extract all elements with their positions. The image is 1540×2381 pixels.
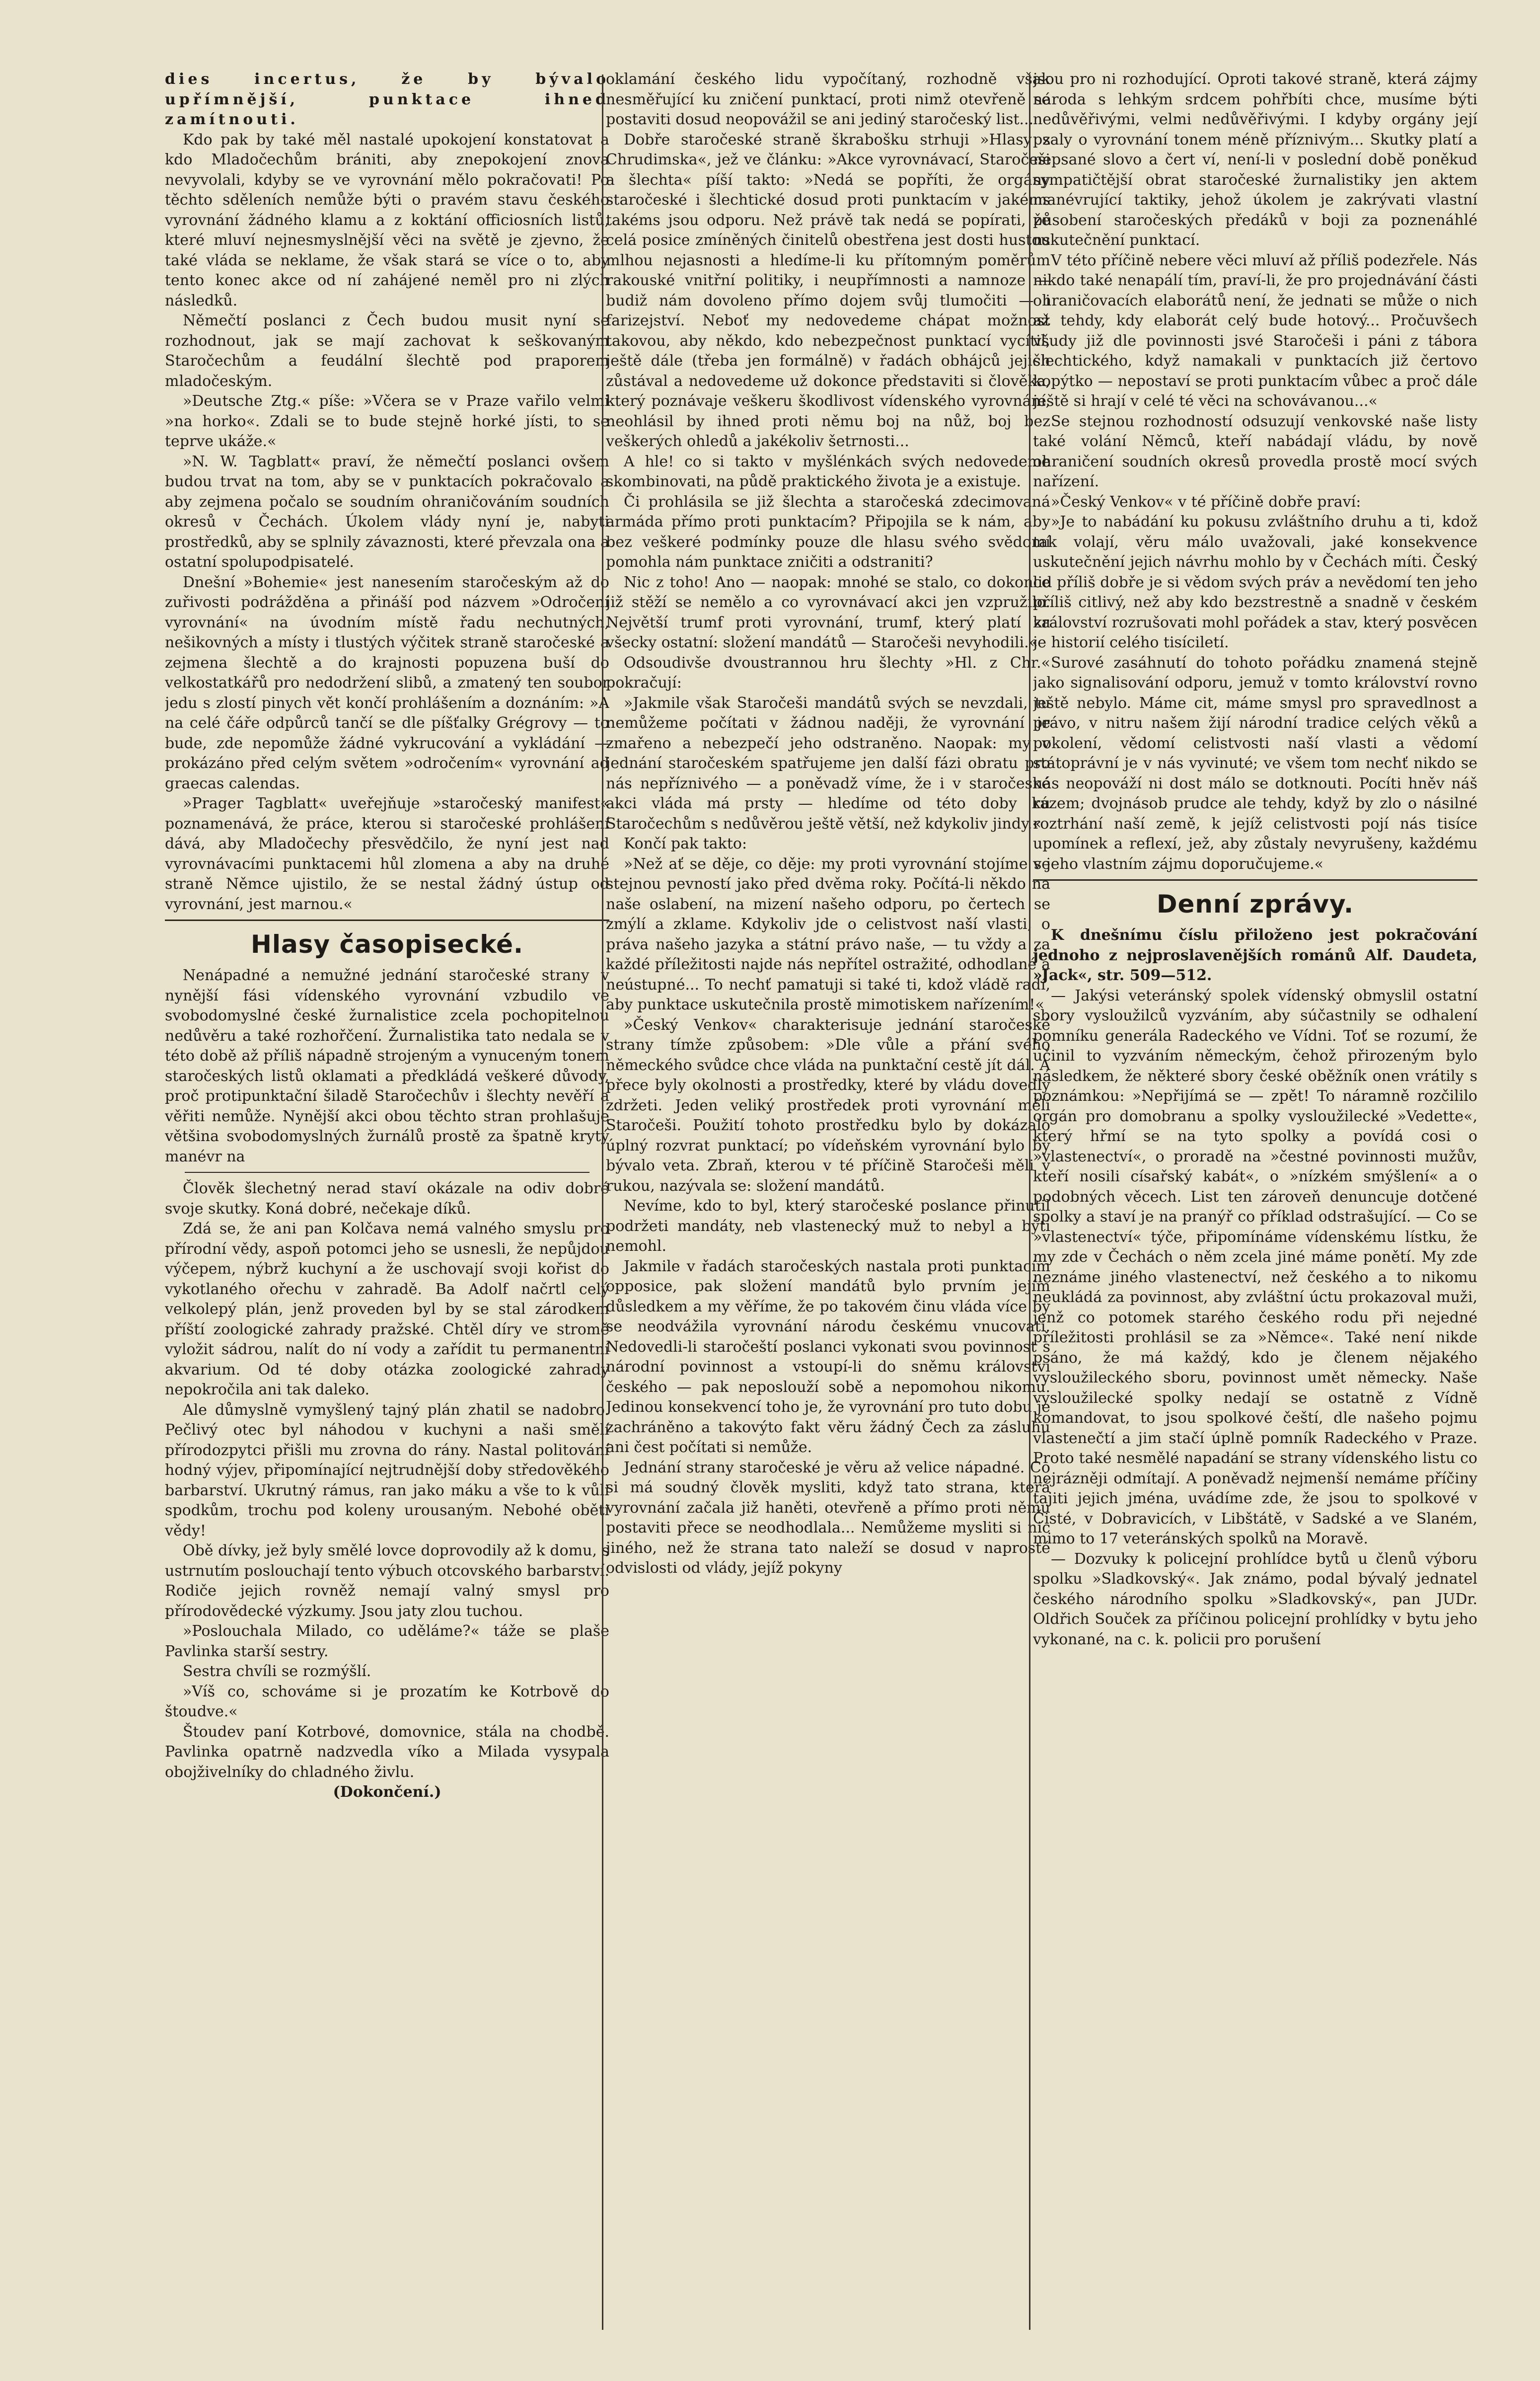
paragraph: V této příčině nebere věci mluví až příliš podezřele. Nás nikdo také nenapálí tím, praví-li, že pro projednávání části ohraničovacích elaborátů není, že jednati se může o nich až tehdy, kdy elaborát celý bude hotový... Pročuvšech všudy již dle povinnosti jsvé Staročeši i páni z tábora šlechtického, když namakali v punktacích již čertovo kopýtko — nepostaví se proti punktacím vůbec a proč dále ještě si hrají v celé té věci na schovávanou...« <box>1033 251 1477 410</box>
paragraph: Ale důmyslně vymyšlený tajný plán zhatil se nadobro. Pečlivý otec byl náhodou v kuchyni a naši smělí přírodozpytci přišli mu zrovna do rány. Nastal politování hodný výjev, připomínající nejtrudnější doby středověkého barbarství. Ukrutný rámus, ran jako máku a vše to k vůli spodkům, trochu pod koleny urousaným. Nebohé oběti vědy! <box>165 1401 609 1539</box>
paragraph: Dobře staročeské straně škrabošku strhuji »Hlasy z Chrudimska«, jež ve článku: »Akce vyrovnávací, Staročeši a šlechta« píší takto: »Nedá se popříti, že orgány staročeské i šlechtické dosud proti punktacím v jakéms takéms jsou odporu. Než právě tak nedá se popírati, že celá posice zmíněných činitelů obestřena jest dosti hustou mlhou nejasnosti a hledíme-li ku přítomným poměrům rakouské vnitřní politiky, i neupřímnosti a namnoze — budiž nám dovoleno přímo dojem svůj tlumočiti — i farizejství. Neboť my nedovedeme chápat možnost takovou, aby někdo, kdo nebezpečnost punktací vycítil, ještě dále (třeba jen formálně) v řadách obhájců jejich zůstával a nedovedeme už dokonce představiti si člověka, který poznávaje veškeru škodlivost vídenského vyrovnání, neohlásil by ihned proti němu boj na nůž, boj bez veškerých ohledů a jakékoliv šetrnosti... <box>606 131 1050 450</box>
paragraph: Či prohlásila se již šlechta a staročeská zdecimovaná armáda přímo proti punktacím? Připojila se k nám, aby bez veškeré podmínky pouze dle hlasu svého svědomí pomohla nám punktace zničiti a odstraniti? <box>606 493 1050 571</box>
paragraph: A hle! co si takto v myšlénkách svých nedovedeme skombinovati, na půdě praktického života je a existuje. <box>606 453 1050 490</box>
column-rule <box>602 75 603 2330</box>
paragraph: Končí pak takto: <box>624 835 747 852</box>
paragraph: »Než ať se děje, co děje: my proti vyrovnání stojíme se stejnou pevností jako před dvěma roky. Počítá-li někdo na naše oslabení, na mizení našeho odporu, po čertech se zmýlí a zklame. Kdykoliv jde o celistvost naší vlasti, o práva našeho jazyka a státní právo naše, — tu vždy a za každé příležitosti najde nás nepřítel ostražité, odhodlané a neústupné... To nechť pamatuji si také ti, kdož vládě radí, aby punktace uskutečnila prostě mimotiskem nařízením!« <box>606 855 1050 1013</box>
paragraph: Jednání strany staročeské je věru až velice nápadné. Co si má soudný člověk mysliti, když tato strana, která vyrovnání začala již haněti, otevřeně a přímo proti němu postaviti přece se neodhodlala... Nemůžeme mysliti si nic jiného, než že strana tato naleží se dosud v naprosté odvislosti od vlády, jejíž pokyny <box>606 1459 1050 1577</box>
paragraph: »Český Venkov« v té příčině dobře praví: <box>1051 493 1361 511</box>
paragraph: Nic z toho! Ano — naopak: mnohé se stalo, co dokonce již stěží se nemělo a co vyrovnávací akci jen vzpružilo. Největší trumf proti vyrovnání, trumf, který platí za všecky ostatní: složení mandátů — Staročeši nevyhodili.« <box>606 573 1050 651</box>
paragraph: »Poslouchala Milado, co uděláme?« táže se plaše Pavlinka starší sestry. <box>165 1622 609 1660</box>
column-middle <box>606 70 1050 2335</box>
continuation-note: (Dokončení.) <box>333 1783 441 1801</box>
paragraph: Nevíme, kdo to byl, který staročeské poslance přinutil podržeti mandáty, neb vlastenecký muž to nebyl a býti nemohl. <box>606 1197 1050 1255</box>
paragraph: Kdo pak by také měl nastalé upokojení konstatovat a kdo Mladočechům brániti, aby znepokojení znova nevyvolali, kdyby se ve vyrovnání mělo pokračovati! Po těchto sděleních nemůže býti o pravém stavu českého vyrovnání žádného klamu a z koktání officiosních listů, které mluví nejnesmyslnější věci na světě je zjevno, že také vláda se neklame, že však stará se více o to, aby tento konec akce od ní zahájené neměl pro ni zlých následků. <box>165 131 609 309</box>
paragraph: »Prager Tagblatt« uveřejňuje »staročeský manifest« poznamenává, že práce, kterou si staročeské prohlášení dává, aby Mladočechy přesvědčilo, že nyní jest nad vyrovnávacími punktacemi hůl zlomena a aby na druhé straně Němce ujistilo, že se nestal žádný ústup od vyrovnání, jest marnou.« <box>165 795 609 913</box>
paragraph: K dnešnímu číslu přiloženo jest pokračování jednoho z nejproslavenějších románů Alf. Daudeta, »Jack«, str. 509—512. <box>1033 926 1477 984</box>
paragraph: »Je to nabádání ku pokusu zvláštního druhu a ti, kdož tak volají, věru málo uvažovali, jaké konsekvence uskutečnění jejich návrhu mohlo by v Čechách míti. Český lid příliš dobře je si vědom svých práv a nevědomí ten jeho příliš citlivý, než aby kdo bezstrestně a snadně v českém království rozrušovati mohl pořádek a stav, který posvěcen je historií celého tisíciletí. <box>1033 513 1477 651</box>
paragraph: Zdá se, že ani pan Kolčava nemá valného smyslu pro přírodní vědy, aspoň potomci jeho se usnesli, že nepůjdou výčepem, nýbrž kuchyní a že uschovají svoji kořist do vykotlaného ořechu v zahradě. Ba Adolf načrtl celý velkolepý plán, jenž proveden byl by se stal zárodkem příští zoologické zahrady pražské. Chtěl dírу ve stromě vyložit sádrou, nalít do ní vody a zařídit tu permanentní akvarium. Od té doby otázka zoologické zahrady nepokročila ani tak daleko. <box>165 1220 609 1398</box>
section-divider <box>1033 879 1477 881</box>
paragraph: »Deutsche Ztg.« píše: »Včera se v Praze vařilo velmi »na horko«. Zdali se to bude stejně horké jísti, to se teprve ukáže.« <box>165 392 609 450</box>
paragraph: jsou pro ni rozhodující. Oproti takové straně, která zájmy národa s lehkým srdcem pohřbíti chce, musíme býti nedůvěřivými, velmi nedůvěřivými. I kdyby orgány její psaly o vyrovnání tonem méně příznivým... Skutky platí a nepsané slovo a čert ví, není-li v poslední době poněkud sympatičtější obrat staročeské žurnalistiky jen aktem manévrující taktiky, jehož úkolem je zakrývati vlastní působení staročeských předáků v boji za poznenáhlé nskutečnění punktací. <box>1033 71 1477 249</box>
paragraph: Nenápadné a nemužné jednání staročeské strany v nynější fási vídenského vyrovnání vzbudilo ve svobodomyslné české žurnalistice zcela pochopitelnou nedůvěru a také rozhořčení. Žurnalistika tato nedala se v této době až příliš nápadně strojeným a vynuceným tonem staročeských listů oklamati a předkládá veškeré důvody, proč protipunktační šiladě Staročechův i šlechty nevěří a věřiti nemůže. Nynější akci obou těchto stran prohlašuje většina svobodomyslných žurnálů prostě za špatně krytý manévr na <box>165 967 609 1165</box>
section-divider <box>165 920 609 921</box>
paragraph: Sestra chvíli se rozmýšlí. <box>183 1663 371 1680</box>
column-left <box>165 70 609 2335</box>
feuilleton-divider <box>185 1172 589 1173</box>
paragraph: Člověk šlechetný nerad staví okázale na odiv dobré svoje skutky. Koná dobré, nečekaje díků. <box>165 1180 609 1218</box>
paragraph: oklamání českého lidu vypočítaný, rozhodně však nesměřující ku zničení punktací, proti nimž otevřeně se postaviti dosud neopovážil se ani jediný staročeský list... <box>606 71 1050 128</box>
column-right <box>1033 70 1477 2335</box>
section-heading: Hlasy časopisecké. <box>250 930 524 959</box>
paragraph: Dnešní »Bohemie« jest nanesením staročeským až do zuřivosti podrážděna a přináší pod názvem »Odročení vyrovnání« na úvodním místě řadu nechutných, nešikovných a místy i tlustých výčitek straně staročeské a zejmena šlechtě a do krajnosti popuzena buší do velkostatkářů pro nedodržení slibů, a zmatený ten soubor jedu s zlostí pinych vět končí prohlášením a doznáním: »A na celé čáře odpůrců tančí se dle píšťalky Grégrovy — to bude, zde nepomůže žádné vykrucování a vykládání — prokázáno před celým světem »odročením« vyrovnání ad graecas calendas. <box>165 573 609 792</box>
paragraph: Surové zasáhnutí do tohoto pořádku znamená stejně jako signalisování odporu, jemuž v tomto království rovno ještě nebylo. Máme cit, máme smysl pro spravedlnost a právo, v nitru našem žijí národní tradice celých věků a pokolení, vědomí celistvosti naší vlasti a vědomí státoprávní je v nás vyvinuté; ve všem tom nechť nikdo se nás neopováží ni dost málo se dotknouti. Pocíti hněv náš rázem; dvojnásob prudce ale tehdy, když by zlo o násilné roztrhání naší země, k jejíž celistvosti pojí nás tisíce upomínek a reflexí, jež, aby zůstaly nevyrušeny, každému v jeho vlastním zájmu doporučujeme.« <box>1033 654 1477 873</box>
column-rule <box>1029 75 1030 2330</box>
paragraph: Se stejnou rozhodností odsuzují venkovské naše listy také volání Němců, kteří nabádají vládu, by nově ohraničení soudních okresů provedla prostě mocí svých nařízení. <box>1033 412 1477 490</box>
paragraph: »N. W. Tagblatt« praví, že němečtí poslanci ovšem budou trvat na tom, aby se v punktacích pokračovalo a aby zejmena počalo se soudním ohraničováním soudních okresů v Čechách. Úkolem vlády nyní je, nabyti prostředků, aby se splnily závaznosti, které převzala ona a ostatní spolupodpisatelé. <box>165 453 609 571</box>
paragraph: — Dozvuky k policejní prohlídce bytů u členů výboru spolku »Sladkovský«. Jak známo, podal bývalý jednatel českého národního spolku »Sladkovský«, pan JUDr. Oldřich Souček za příčinou policejní prohlídky v bytu jeho vykonané, na c. k. policii pro porušení <box>1033 1550 1477 1648</box>
paragraph: Němečtí poslanci z Čech budou musit nyní se rozhodnout, jak se mají zachovat k seškovaným Staročechům a feudální šlechtě pod praporem mladočeským. <box>165 312 609 390</box>
paragraph: Obě dívky, jež byly smělé lovce doprovodily až k domu, s ustrnutím poslouchají tento výbuch otcovského barbarství. Rodiče jejich rovněž nemají valný smysl pro přírodovědecké výzkumy. Jsou jaty zlou tuchou. <box>165 1542 609 1620</box>
paragraph: Odsoudivše dvoustrannou hru šlechty »Hl. z Chr.« pokračují: <box>606 654 1050 691</box>
paragraph: »Jakmile však Staročeši mandátů svých se nevzdali, tu nemůžeme počítati v žádnou naději, že vyrovnání je zmařeno a nebezpečí jeho odstraněno. Naopak: my v jednání staročeském spatřujeme jen další fázi obratu pro nás nepříznivého — a poněvadž víme, že i v staročeské akci vláda má prsty — hledíme od této doby ku Staročechům s nedůvěrou ještě větší, než kdykoliv jindy.« <box>606 694 1050 833</box>
section-heading: Denní zprávy. <box>1156 890 1354 919</box>
paragraph: Jakmile v řadách staročeských nastala proti punktacím opposice, pak složení mandátů bylo prvním jejím důsledkem a my věříme, že po takovém činu vláda více by se neodvážila vyrovnání národu českému vnucovati. Nedovedli-li staročeští poslanci vykonati svou povinnost s národní povinnost a vstoupí-li do sněmu království českého — pak neposlouží sobě a nepomohou nikomu. Jedinou konsekvencí toho je, že vyrovnání pro tuto dobu je zachráněno a takovýto fakt věru žádný Čech za zásluhu ani čest počítati si nemůže. <box>606 1257 1050 1456</box>
paragraph: »Víš co, schováme si je prozatím ke Kotrbově do štoudve.« <box>165 1683 609 1720</box>
paragraph: — Jakýsi veteránský spolek vídenský obmyslil ostatní sbory vysloužilců vyzváním, aby súčastnily se odhalení pomníku generála Radeckého ve Vídni. Toť se rozumí, že učinil to vyzváním německým, čehož přirozeným bylo následkem, že některé sbory české oběžník onen vrátily s poznámkou: »Nepřijímá se — zpět! To náramně rozčililo orgán pro domobranu a spolky vysloužilecké »Vedette«, který hřmí se na tyto spolky a povídá cosi o »vlastenectví«, o proradě na »čestné povinnosti mužův, kteří nosili císařský kabát«, o »nízkém smýšlení« a o podobných věcech. List ten zároveň denuncuje dotčené spolky a staví je na pranýř co příklad odstrašující. — Co se »vlastenectví« týče, připomínáme vídenskému lístku, že my zde v Čechách o něm zcela jiné máme ponětí. My zde neznáme jiného vlastenectví, než českého a to nikomu neukládá za povinnost, aby zvláštní úctu prokazoval muži, jenž co potomek starého českého rodu při nejedné příležitosti prohlásil se za »Němce«. Také není nikde psáno, že má každý, kdo je členem nějakého vysloužileckého sboru, povinnost umět německy. Naše vysloužilecké spolky nedají se ostatně z Vídně komandovat, to jsou spolkové čeští, dle našeho pojmu vlastenečtí a jim stačí úplně pomník Radeckého v Praze. Proto také nesmělé napadání se strany vídenského listu co nejrázněji odmítají. A poněvadž nejmenší nemáme příčiny tajiti jejich jména, uvádíme zde, že jsou to spolkové v Čisté, v Dobravicích, v Libštátě, v Sadské a ve Slaném, mimo to 17 veteránských spolků na Moravě. <box>1033 987 1477 1547</box>
paragraph: dies incertus, že by bývalo upřímnější, punktace ihned zamítnouti. <box>165 71 609 128</box>
paragraph: »Český Venkov« charakterisuje jednání staročeské strany tímže způsobem: »Dle vůle a přání svého německého svůdce chce vláda na punktační cestě jít dál. A přece byly okolnosti a prostředky, které by vládu dovedly zdržeti. Jeden veliký prostředek proti vyrovnání měli Staročeši. Použití tohoto prostředku bylo by dokázalo úplný rozvrat punktací; po vídeňském vyrovnání bylo by bývalo veta. Zbraň, kterou v té příčině Staročeši měli v rukou, nazývala se: složení mandátů. <box>606 1016 1050 1195</box>
paragraph: Štoudev paní Kotrbové, domovnice, stála na chodbě. Pavlinka opatrně nadzvedla víko a Milada vysypala obojživelníky do chladného živlu. <box>165 1723 609 1781</box>
